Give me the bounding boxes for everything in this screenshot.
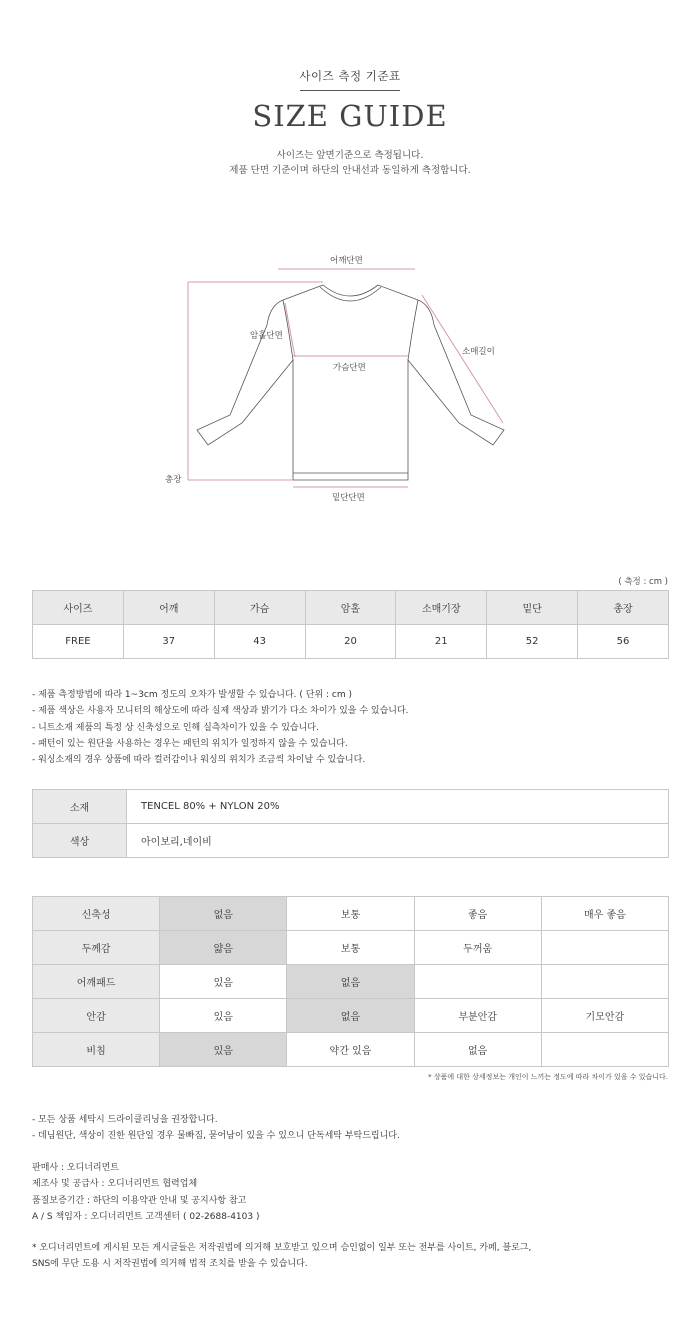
table-row bbox=[33, 625, 669, 659]
feel-cell bbox=[541, 965, 668, 999]
armhole-guide bbox=[285, 303, 295, 357]
page-subtitle: 사이즈 측정 기준표 bbox=[299, 69, 401, 83]
feel-cell bbox=[414, 965, 541, 999]
material-value: TENCEL 80% + NYLON 20% bbox=[127, 790, 669, 824]
table-row bbox=[33, 790, 669, 824]
size-table bbox=[32, 590, 669, 659]
feel-cell: 있음 bbox=[160, 999, 287, 1033]
company-line: A / S 책임자 : 오디너리먼트 고객센터 ( 02-2688-4103 ) bbox=[32, 1211, 260, 1222]
note-line: - 워싱소재의 경우 상품에 따라 컬러감이나 워싱의 위치가 조금씩 차이날 수 있습니다. bbox=[32, 755, 366, 766]
armhole-label: 암홀단면 bbox=[250, 331, 283, 341]
sweater-illustration bbox=[150, 245, 550, 515]
feel-cell: 보통 bbox=[287, 897, 414, 931]
copyright-notice bbox=[32, 1240, 531, 1273]
size-cell: 37 bbox=[123, 625, 214, 659]
note-line: - 제품 측정방법에 따라 1~3cm 정도의 오차가 발생할 수 있습니다. ( 단위 : cm ) bbox=[32, 690, 352, 700]
table-row bbox=[33, 824, 669, 858]
material-label: 소재 bbox=[33, 790, 127, 824]
feel-cell bbox=[541, 931, 668, 965]
size-header-cell: 총장 bbox=[578, 591, 669, 625]
feel-cell: 기모안감 bbox=[541, 999, 668, 1033]
material-table bbox=[32, 789, 669, 858]
company-line: 판매사 : 오디너리먼트 bbox=[32, 1163, 120, 1173]
feel-cell: 약간 있음 bbox=[287, 1033, 414, 1067]
sleeve-guide bbox=[422, 295, 503, 423]
note-line: - 데님원단, 색상이 진한 원단일 경우 물빠짐, 묻어남이 있을 수 있으니 단독세탁 부탁드립니다. bbox=[32, 1131, 400, 1142]
feel-cell-selected: 없음 bbox=[287, 999, 414, 1033]
feel-label: 비침 bbox=[33, 1033, 160, 1067]
feel-table bbox=[32, 896, 669, 1067]
subtitle-underline bbox=[300, 90, 400, 91]
intro-text bbox=[0, 148, 700, 178]
shoulder-label: 어깨단면 bbox=[330, 256, 363, 266]
color-label: 색상 bbox=[33, 824, 127, 858]
feel-label: 두께감 bbox=[33, 931, 160, 965]
company-line: 품질보증기간 : 하단의 이용약관 안내 및 공지사항 참고 bbox=[32, 1195, 247, 1206]
note-line: - 모든 상품 세탁시 드라이클리닝을 권장합니다. bbox=[32, 1115, 218, 1125]
size-cell: 20 bbox=[305, 625, 396, 659]
hem-label: 밑단단면 bbox=[332, 493, 365, 503]
copyright-line: SNS에 무단 도용 시 저작권법에 의거해 법적 조치를 받을 수 있습니다. bbox=[32, 1259, 308, 1270]
feel-cell-selected: 없음 bbox=[287, 965, 414, 999]
size-cell: 43 bbox=[214, 625, 305, 659]
unit-note: ( 측정 : cm ) bbox=[618, 577, 668, 587]
length-label: 총장 bbox=[165, 475, 182, 485]
copyright-line: * 오디너리먼트에 게시된 모든 게시글들은 저작권법에 의거해 보호받고 있으며 승인없이 일부 또는 전부를 사이트, 카페, 블로그, bbox=[32, 1243, 532, 1253]
sweater-outline bbox=[197, 285, 504, 480]
measurement-notes bbox=[32, 687, 409, 768]
feel-cell: 매우 좋음 bbox=[541, 897, 668, 931]
size-header-cell: 암홀 bbox=[305, 591, 396, 625]
note-line: - 니트소재 제품의 특정 상 신축성으로 인해 실측차이가 있을 수 있습니다. bbox=[32, 722, 319, 733]
feel-cell: 좋음 bbox=[414, 897, 541, 931]
table-row bbox=[33, 965, 669, 999]
intro-line: 사이즈는 앞면기준으로 측정됩니다. bbox=[276, 150, 424, 161]
feel-cell: 두꺼움 bbox=[414, 931, 541, 965]
size-cell: FREE bbox=[33, 625, 124, 659]
size-cell: 52 bbox=[487, 625, 578, 659]
size-header-cell: 어깨 bbox=[123, 591, 214, 625]
feel-cell bbox=[541, 1033, 668, 1067]
page-title: SIZE GUIDE bbox=[252, 99, 448, 133]
chest-label: 가슴단면 bbox=[333, 363, 366, 373]
company-line: 제조사 및 공급사 : 오디너리먼트 협력업체 bbox=[32, 1179, 198, 1190]
table-row bbox=[33, 897, 669, 931]
care-notes bbox=[32, 1112, 400, 1145]
feel-cell: 부분안감 bbox=[414, 999, 541, 1033]
feel-cell: 보통 bbox=[287, 931, 414, 965]
company-info bbox=[32, 1160, 259, 1225]
feel-cell: 있음 bbox=[160, 965, 287, 999]
feel-label: 안감 bbox=[33, 999, 160, 1033]
feel-footnote: * 상품에 대한 상세정보는 개인이 느끼는 정도에 따라 차이가 있을 수 있습니다. bbox=[428, 1073, 668, 1081]
table-row bbox=[33, 931, 669, 965]
table-row bbox=[33, 1033, 669, 1067]
size-cell: 56 bbox=[578, 625, 669, 659]
table-row bbox=[33, 999, 669, 1033]
feel-cell: 없음 bbox=[414, 1033, 541, 1067]
measurement-diagram bbox=[150, 245, 550, 515]
header bbox=[0, 68, 700, 133]
note-line: - 패턴이 있는 원단을 사용하는 경우는 패턴의 위치가 일정하지 않을 수 있습니다. bbox=[32, 738, 348, 749]
feel-label: 신축성 bbox=[33, 897, 160, 931]
size-table-header-row bbox=[33, 591, 669, 625]
size-header-cell: 소매기장 bbox=[396, 591, 487, 625]
sleeve-label: 소매길이 bbox=[462, 347, 495, 357]
feel-cell-selected: 얇음 bbox=[160, 931, 287, 965]
feel-cell-selected: 있음 bbox=[160, 1033, 287, 1067]
feel-label: 어깨패드 bbox=[33, 965, 160, 999]
size-cell: 21 bbox=[396, 625, 487, 659]
size-header-cell: 가슴 bbox=[214, 591, 305, 625]
feel-cell-selected: 없음 bbox=[160, 897, 287, 931]
size-header-cell: 밑단 bbox=[487, 591, 578, 625]
intro-line: 제품 단면 기준이며 하단의 안내선과 동일하게 측정합니다. bbox=[229, 165, 471, 176]
size-header-cell: 사이즈 bbox=[33, 591, 124, 625]
color-value: 아이보리,네이비 bbox=[127, 824, 669, 858]
note-line: - 제품 색상은 사용자 모니터의 해상도에 따라 실제 색상과 밝기가 다소 차이가 있을 수 있습니다. bbox=[32, 706, 409, 717]
